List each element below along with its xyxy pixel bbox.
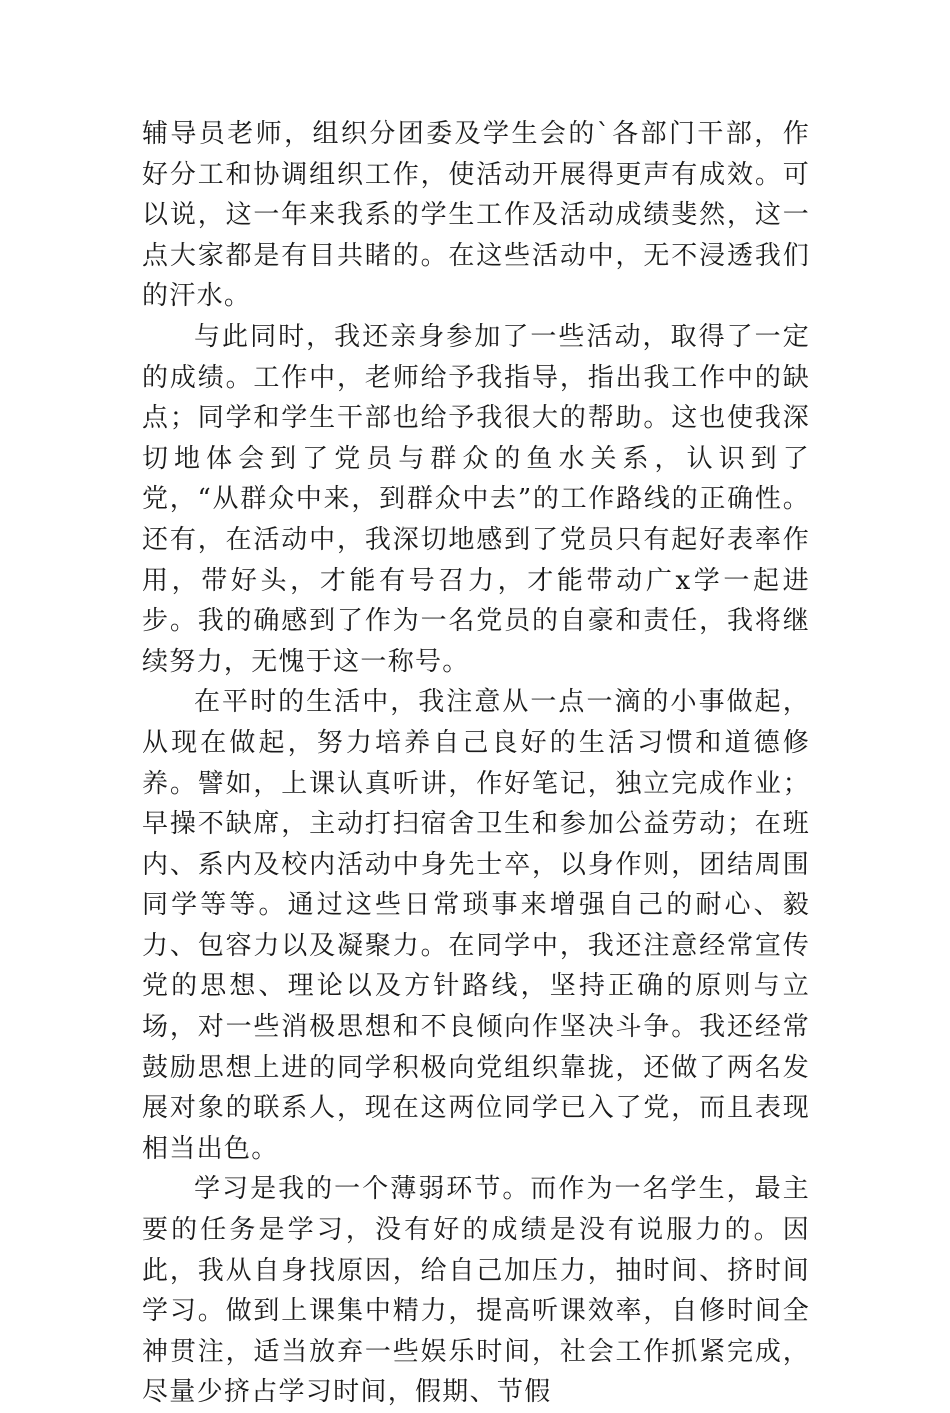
paragraph-1: 辅导员老师，组织分团委及学生会的`各部门干部，作好分工和协调组织工作，使活动开展得更声有成效。可以说，这一年来我系的学生工作及活动成绩斐然，这一点大家都是有目共睹的。在这些活动中，无不浸透我们的汗水。 <box>142 119 810 312</box>
document-body <box>142 114 810 1413</box>
paragraph-4: 学习是我的一个薄弱环节。而作为一名学生，最主要的任务是学习，没有好的成绩是没有说服力的。因此，我从自身找原因，给自己加压力，抽时间、挤时间学习。做到上课集中精力，提高听课效率，自修时间全神贯注，适当放弃一些娱乐时间，社会工作抓紧完成，尽量少挤占学习时间，假期、节假 <box>142 1174 810 1408</box>
paragraph-2: 与此同时，我还亲身参加了一些活动，取得了一定的成绩。工作中，老师给予我指导，指出我工作中的缺点；同学和学生干部也给予我很大的帮助。这也使我深切地体会到了党员与群众的鱼水关系，认识到了党，“从群众中来，到群众中去”的工作路线的正确性。还有，在活动中，我深切地感到了党员只有起好表率作用，带好头，才能有号召力，才能带动广x学一起进步。我的确感到了作为一名党员的自豪和责任，我将继续努力，无愧于这一称号。 <box>142 321 810 677</box>
paragraph-3: 在平时的生活中，我注意从一点一滴的小事做起，从现在做起，努力培养自己良好的生活习惯和道德修养。譬如，上课认真听讲，作好笔记，独立完成作业；早操不缺席，主动打扫宿舍卫生和参加公益劳动；在班内、系内及校内活动中身先士卒，以身作则，团结周围同学等等。通过这些日常琐事来增强自己的耐心、毅力、包容力以及凝聚力。在同学中，我还注意经常宣传党的思想、理论以及方针路线，坚持正确的原则与立场，对一些消极思想和不良倾向作坚决斗争。我还经常鼓励思想上进的同学积极向党组织靠拢，还做了两名发展对象的联系人，现在这两位同学已入了党，而且表现相当出色。 <box>142 687 810 1164</box>
